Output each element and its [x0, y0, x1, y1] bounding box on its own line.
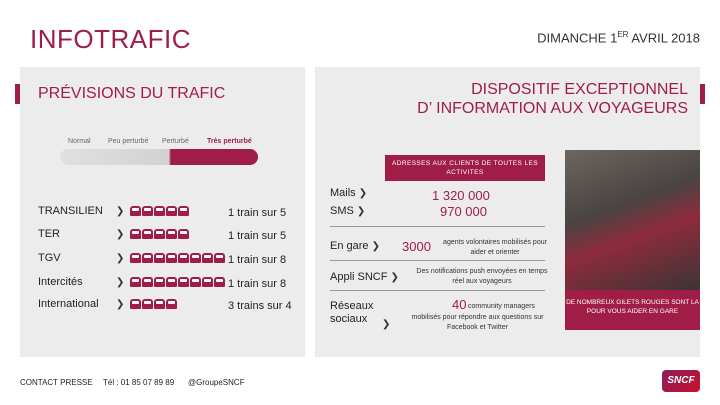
channel-reseaux: Réseaux sociaux	[330, 300, 374, 325]
row-label-transilien: TRANSILIEN	[38, 205, 103, 217]
press-phone[interactable]: Tél : 01 85 07 89 89	[103, 378, 175, 387]
train-icon	[202, 253, 213, 263]
twitter-handle[interactable]: @GroupeSNCF	[188, 378, 245, 387]
chevron-right-icon: ❯	[116, 277, 125, 288]
gare-description: agents volontaires mobilisés pour aider et orienter	[443, 239, 547, 256]
train-icon	[142, 229, 153, 239]
channel-sms: SMS ❯	[330, 205, 366, 217]
date: DIMANCHE 1ER AVRIL 2018	[537, 30, 700, 46]
row-label-intercites: Intercités	[38, 276, 83, 288]
divider	[330, 260, 545, 261]
train-icon	[130, 277, 141, 287]
train-icon	[178, 206, 189, 216]
divider	[330, 290, 545, 291]
row-label-tgv: TGV	[38, 252, 61, 264]
train-icon	[178, 229, 189, 239]
traffic-level-bar	[60, 149, 258, 165]
sncf-logo: SNCF	[662, 370, 700, 392]
row-value-ter: 1 train sur 5	[228, 230, 287, 242]
train-icon	[154, 229, 165, 239]
train-icon	[142, 253, 153, 263]
info-title: DISPOSITIF EXCEPTIONNEL D’ INFORMATION AUX VOYAGEURS	[417, 81, 688, 117]
row-label-international: International	[38, 298, 99, 310]
divider	[330, 226, 545, 227]
train-icon	[130, 229, 141, 239]
train-icons	[130, 299, 177, 309]
train-icon	[166, 277, 177, 287]
row-value-international: 3 trains sur 4	[228, 300, 292, 312]
train-icon	[178, 277, 189, 287]
staff-photo	[565, 150, 700, 290]
train-icon	[130, 253, 141, 263]
legend-peu-perturbe: Peu perturbé	[108, 138, 149, 145]
train-icon	[142, 299, 153, 309]
train-icon	[142, 277, 153, 287]
chevron-right-icon: ❯	[116, 229, 125, 240]
train-icon	[202, 277, 213, 287]
legend-tres-perturbe: Très perturbé	[207, 138, 252, 145]
train-icons	[130, 206, 189, 216]
press-contact: CONTACT PRESSE	[20, 378, 93, 387]
right-section-marker	[700, 84, 705, 104]
legend-normal: Normal	[68, 138, 91, 145]
reseaux-desc-2: mobilisés pour répondre aux questions sur Facebook et Twitter	[411, 314, 544, 331]
train-icon	[130, 299, 141, 309]
train-icon	[130, 206, 141, 216]
chevron-right-icon: ❯	[390, 272, 399, 283]
chevron-right-icon: ❯	[358, 188, 368, 199]
train-icon	[154, 206, 165, 216]
train-icon	[214, 277, 225, 287]
chevron-right-icon: ❯	[371, 241, 380, 252]
reseaux-desc-1: community managers	[468, 303, 535, 310]
channel-mails: Mails ❯	[330, 187, 368, 199]
page-title: INFOTRAFIC	[30, 24, 191, 54]
photo-caption: DE NOMBREUX GILETS ROUGES SONT LA POUR VOUS AIDER EN GARE	[565, 290, 700, 330]
appli-description: Des notifications push envoyées en temps réel aux voyageurs	[416, 268, 548, 285]
channel-appli: Appli SNCF ❯	[330, 271, 399, 283]
row-value-intercites: 1 train sur 8	[228, 278, 287, 290]
legend-perturbe: Perturbé	[162, 138, 189, 145]
train-icon	[214, 253, 225, 263]
train-icon	[166, 299, 177, 309]
row-label-ter: TER	[38, 228, 60, 240]
train-icons	[130, 277, 225, 287]
row-value-transilien: 1 train sur 5	[228, 207, 287, 219]
chevron-right-icon: ❯	[116, 299, 125, 310]
train-icon	[154, 253, 165, 263]
reseaux-value: 40	[452, 297, 467, 312]
sms-value: 970 000	[440, 204, 487, 219]
chevron-right-icon: ❯	[116, 253, 125, 264]
chevron-right-icon: ❯	[356, 206, 366, 217]
audience-banner: ADRESSES AUX CLIENTS DE TOUTES LES ACTIVITES	[385, 155, 545, 181]
train-icon	[190, 277, 201, 287]
mails-value: 1 320 000	[432, 188, 490, 203]
gare-value: 3000	[402, 239, 431, 254]
channel-gare: En gare ❯	[330, 240, 380, 252]
train-icon	[166, 206, 177, 216]
train-icon	[142, 206, 153, 216]
chevron-right-icon: ❯	[382, 319, 391, 330]
left-section-marker	[15, 84, 20, 104]
row-value-tgv: 1 train sur 8	[228, 254, 287, 266]
train-icon	[178, 253, 189, 263]
train-icon	[154, 277, 165, 287]
train-icon	[166, 229, 177, 239]
train-icon	[190, 253, 201, 263]
train-icon	[166, 253, 177, 263]
train-icon	[154, 299, 165, 309]
chevron-right-icon: ❯	[116, 206, 125, 217]
train-icons	[130, 253, 225, 263]
forecast-title: PRÉVISIONS DU TRAFIC	[38, 85, 226, 102]
train-icons	[130, 229, 189, 239]
